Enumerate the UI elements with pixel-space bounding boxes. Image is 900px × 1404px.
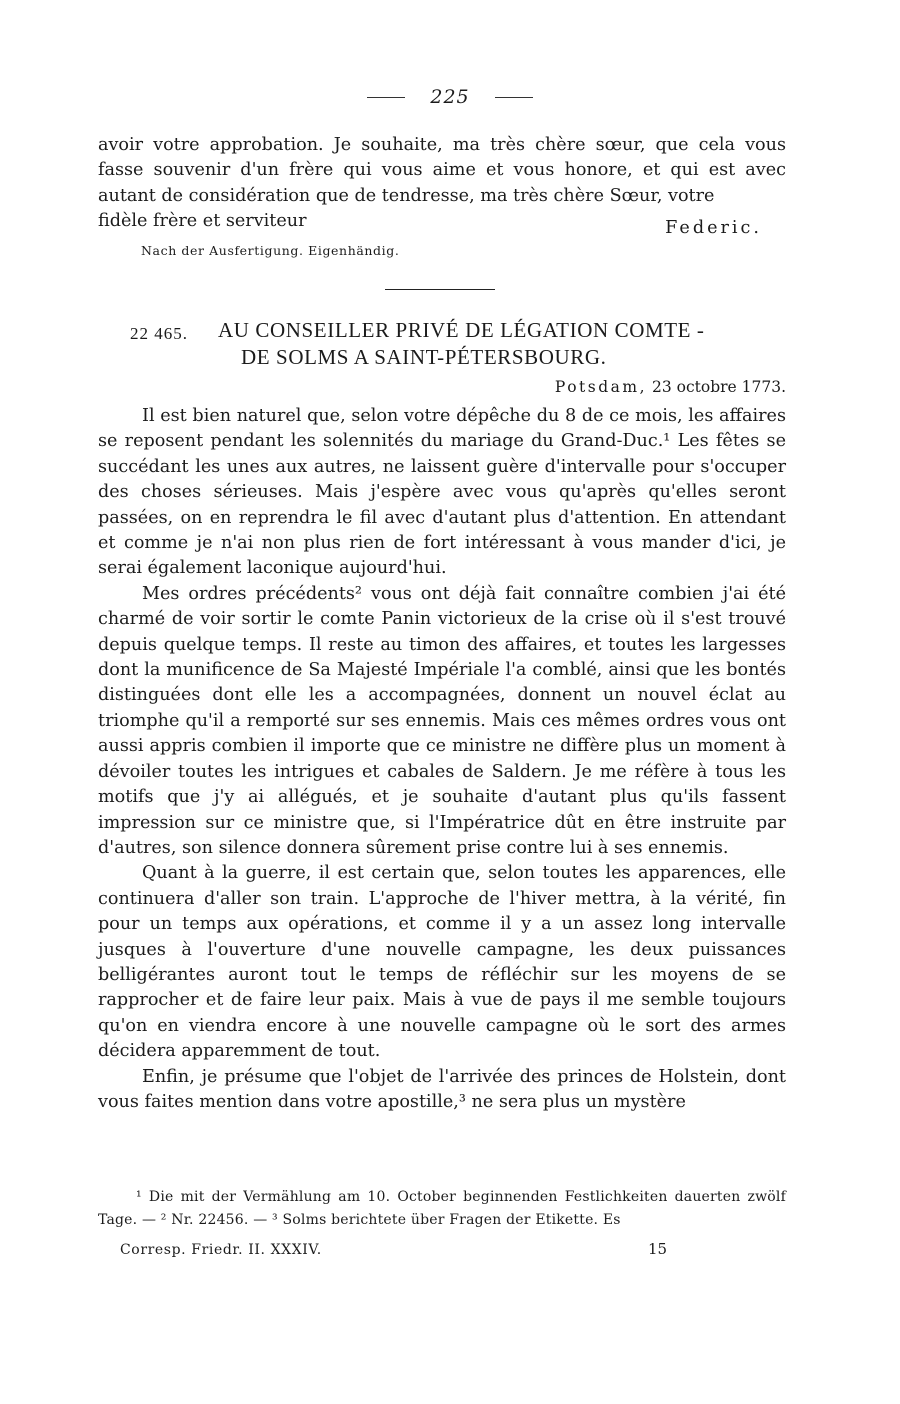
footnotes [98, 1186, 786, 1232]
paragraph-2: Mes ordres précédents² vous ont déjà fait connaître combien j'ai été charmé de voir sortir le comte Panin victorieux de la crise où il s'est trouvé depuis quelque temps. Il reste au timon des affaires, et toutes les largesses dont la munificence de Sa Majesté Impériale l'a comblé, ainsi que les bontés distinguées dont elle les a accompagnées, donnent un nouvel éclat au triomphe qu'il a remporté sur ses ennemis. Mais ces mêmes ordres vous ont aussi appris combien il importe que ce ministre ne diffère plus un moment à dévoiler toutes les intrigues et cabales de Saldern. Je me réfère à tous les motifs que j'y ai allégués, et je souhaite d'autant plus qu'ils fassent impression sur ce ministre que, si l'Impératrice dût en être instruite par d'autres, son silence donnera sûrement prise contre lui à ses ennemis. [98, 583, 786, 858]
source-note: Nach der Ausfertigung. Eigenhändig. [141, 243, 400, 259]
document-title-line-2: DE SOLMS A SAINT-PÉTERSBOURG. [241, 345, 607, 369]
head-rule-right [495, 97, 533, 98]
letter-signature: Federic. [665, 218, 762, 239]
letter-body [98, 404, 786, 1115]
head-rule-left [367, 97, 405, 98]
section-divider [385, 289, 495, 290]
paragraph-3: Quant à la guerre, il est certain que, selon toutes les apparences, elle continuera d'aller son train. L'approche de l'hiver mettra, à la vérité, fin pour un temps aux opérations, et comme il y a un assez long intervalle jusques à l'ouverture d'une nouvelle campagne, les deux puissances belligérantes auront tout le temps de réfléchir sur les moyens de se rapprocher et de faire leur paix. Mais à vue de pays il me semble toujours qu'on en viendra encore à une nouvelle campagne où le sort des armes décidera apparemment de tout. [98, 863, 786, 1062]
printer-signature-mark: Corresp. Friedr. II. XXXIV. [120, 1242, 322, 1258]
document-title-line-1: AU CONSEILLER PRIVÉ DE LÉGATION COMTE - [218, 318, 705, 342]
paragraph-1: Il est bien naturel que, selon votre dépêche du 8 de ce mois, les affaires se reposent pendant les solennités du mariage du Grand-Duc.¹ Les fêtes se succédant les unes aux autres, ne laissent guère d'intervalle pour s'occuper des choses sérieuses. Mais j'espère avec vous qu'après qu'elles seront passées, on en reprendra le fil avec d'autant plus d'attention. En attendant et comme je n'ai non plus rien de fort intéressant à vous mander d'ici, je serai également laconique aujourd'hui. [98, 406, 786, 579]
running-head [0, 86, 900, 108]
footnote-text: ¹ Die mit der Vermählung am 10. October beginnenden Festlichkeiten dauerten zwölf Tage. — ² Nr. 22456. — ³ Solms berichtete über Fragen der Etikette. Es [98, 1189, 786, 1228]
dateline [520, 378, 786, 396]
closing-line [98, 209, 786, 239]
page-number: 225 [430, 86, 470, 108]
letter-ending [98, 133, 786, 264]
paragraph-4: Enfin, je présume que l'objet de l'arrivée des princes de Holstein, dont vous faites mention dans votre apostille,³ ne sera plus un mystère [98, 1066, 786, 1112]
sheet-number: 15 [648, 1240, 668, 1258]
letter-closing-paragraph: avoir votre approbation. Je souhaite, ma très chère sœur, que cela vous fasse souvenir d'un frère qui vous aime et vous honore, et qui est avec autant de considération que de tendresse, ma très chère Sœur, votre [98, 135, 786, 206]
dateline-place: Potsdam, [554, 378, 648, 396]
dateline-date: 23 octobre 1773. [651, 378, 786, 396]
document-number: 22 465. [130, 324, 188, 343]
closing-formula: fidèle frère et serviteur [98, 211, 307, 232]
